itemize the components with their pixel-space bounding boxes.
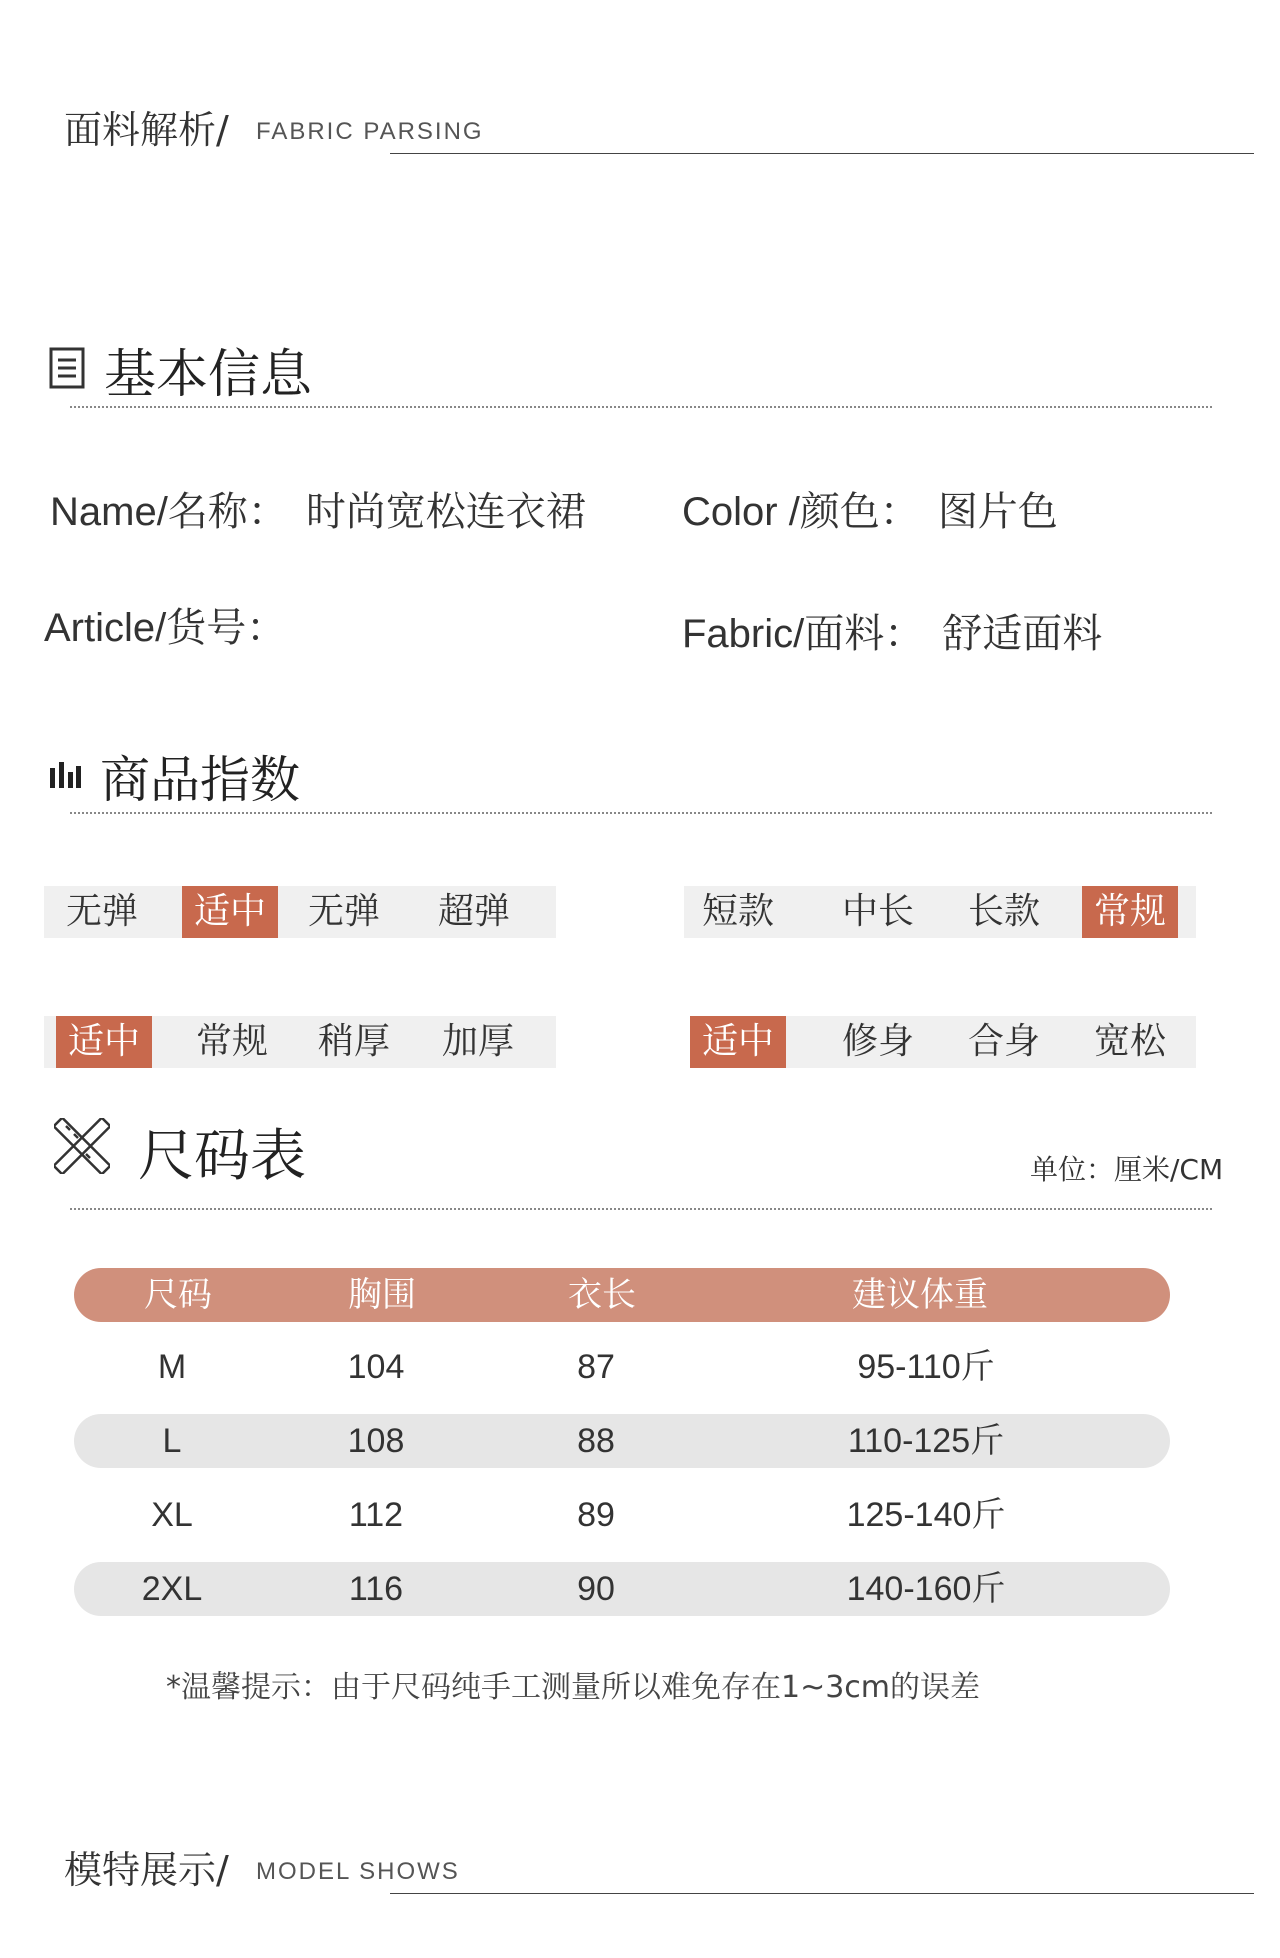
- model-shows-header: [64, 1840, 1254, 1900]
- cell-weight: 140-160斤: [846, 1570, 1006, 1608]
- measurement-tip: *温馨提示：由于尺码纯手工测量所以难免存在1~3cm的误差: [166, 1670, 981, 1705]
- cell-size: M: [157, 1348, 187, 1386]
- size-chart-title: 尺码表: [138, 1124, 306, 1189]
- index-option: 无弹: [307, 891, 380, 932]
- elasticity-index: [44, 886, 556, 938]
- name-value: 时尚宽松连衣裙: [305, 489, 586, 535]
- cell-size: 2XL: [141, 1570, 203, 1608]
- header-size: 尺码: [144, 1275, 212, 1315]
- cell-bust: 108: [347, 1422, 405, 1460]
- table-row: [74, 1488, 1170, 1542]
- index-option: 常规: [195, 1021, 268, 1062]
- header-bust: 胸围: [348, 1275, 416, 1315]
- bar-chart-icon: [48, 758, 82, 788]
- cell-bust: 104: [347, 1348, 405, 1386]
- header-rule: [390, 153, 1254, 154]
- header-weight: 建议体重: [852, 1275, 988, 1315]
- table-row: [74, 1340, 1170, 1394]
- index-option: 超弹: [437, 891, 510, 932]
- index-option-selected: 适中: [690, 1016, 786, 1068]
- index-option: 合身: [967, 1021, 1040, 1062]
- cell-weight: 125-140斤: [846, 1496, 1006, 1534]
- table-row: [74, 1562, 1170, 1616]
- dotted-divider: [70, 1208, 1212, 1210]
- color-row: [682, 480, 1058, 537]
- cell-length: 87: [577, 1348, 615, 1386]
- index-option: 宽松: [1093, 1021, 1166, 1062]
- cell-bust: 112: [348, 1496, 404, 1534]
- cell-size: L: [162, 1422, 182, 1460]
- index-option-selected: 适中: [56, 1016, 152, 1068]
- header-length: 衣长: [568, 1275, 636, 1315]
- model-header-en: MODEL SHOWS: [256, 1858, 460, 1885]
- product-index-title: 商品指数: [100, 751, 300, 809]
- model-header-zh: 模特展示/: [64, 1848, 229, 1892]
- basic-info-title: 基本信息: [104, 345, 313, 405]
- cell-length: 88: [577, 1422, 615, 1460]
- index-option: 长款: [967, 891, 1040, 932]
- name-label: Name/名称：: [50, 490, 288, 534]
- article-label: Article/货号：: [44, 606, 287, 650]
- cell-weight: 95-110斤: [857, 1348, 995, 1386]
- fabric-row: [682, 602, 1102, 659]
- fabric-header-zh: 面料解析/: [64, 108, 229, 152]
- index-option: 修身: [841, 1021, 914, 1062]
- fabric-label: Fabric/面料：: [682, 612, 925, 656]
- document-icon: [48, 346, 86, 390]
- index-option-selected: 适中: [182, 886, 278, 938]
- index-option: 无弹: [65, 891, 138, 932]
- index-option-selected: 常规: [1082, 886, 1178, 938]
- cell-weight: 110-125斤: [847, 1422, 1005, 1460]
- name-row: [50, 480, 586, 537]
- cell-length: 90: [577, 1570, 615, 1608]
- color-label: Color /颜色：: [682, 490, 920, 534]
- index-option: 短款: [701, 891, 774, 932]
- table-row: [74, 1414, 1170, 1468]
- header-rule: [390, 1893, 1254, 1894]
- cell-bust: 116: [348, 1570, 404, 1608]
- fabric-parsing-header: [64, 100, 1254, 160]
- ruler-pencil-icon: [54, 1118, 110, 1174]
- fabric-value: 舒适面料: [942, 611, 1103, 657]
- fabric-header-en: FABRIC PARSING: [256, 118, 484, 145]
- thickness-index: [44, 1016, 556, 1068]
- dotted-divider: [70, 812, 1212, 814]
- index-option: 加厚: [441, 1021, 514, 1062]
- index-option: 稍厚: [317, 1021, 390, 1062]
- size-table-header: [74, 1268, 1170, 1322]
- article-row: [44, 596, 304, 653]
- length-index: [684, 886, 1196, 938]
- index-option: 中长: [841, 891, 914, 932]
- fit-index: [690, 1016, 1196, 1068]
- unit-label: 单位：厘米/CM: [1030, 1153, 1224, 1186]
- cell-size: XL: [151, 1496, 193, 1534]
- dotted-divider: [70, 406, 1212, 408]
- cell-length: 89: [577, 1496, 615, 1534]
- color-value: 图片色: [937, 489, 1058, 535]
